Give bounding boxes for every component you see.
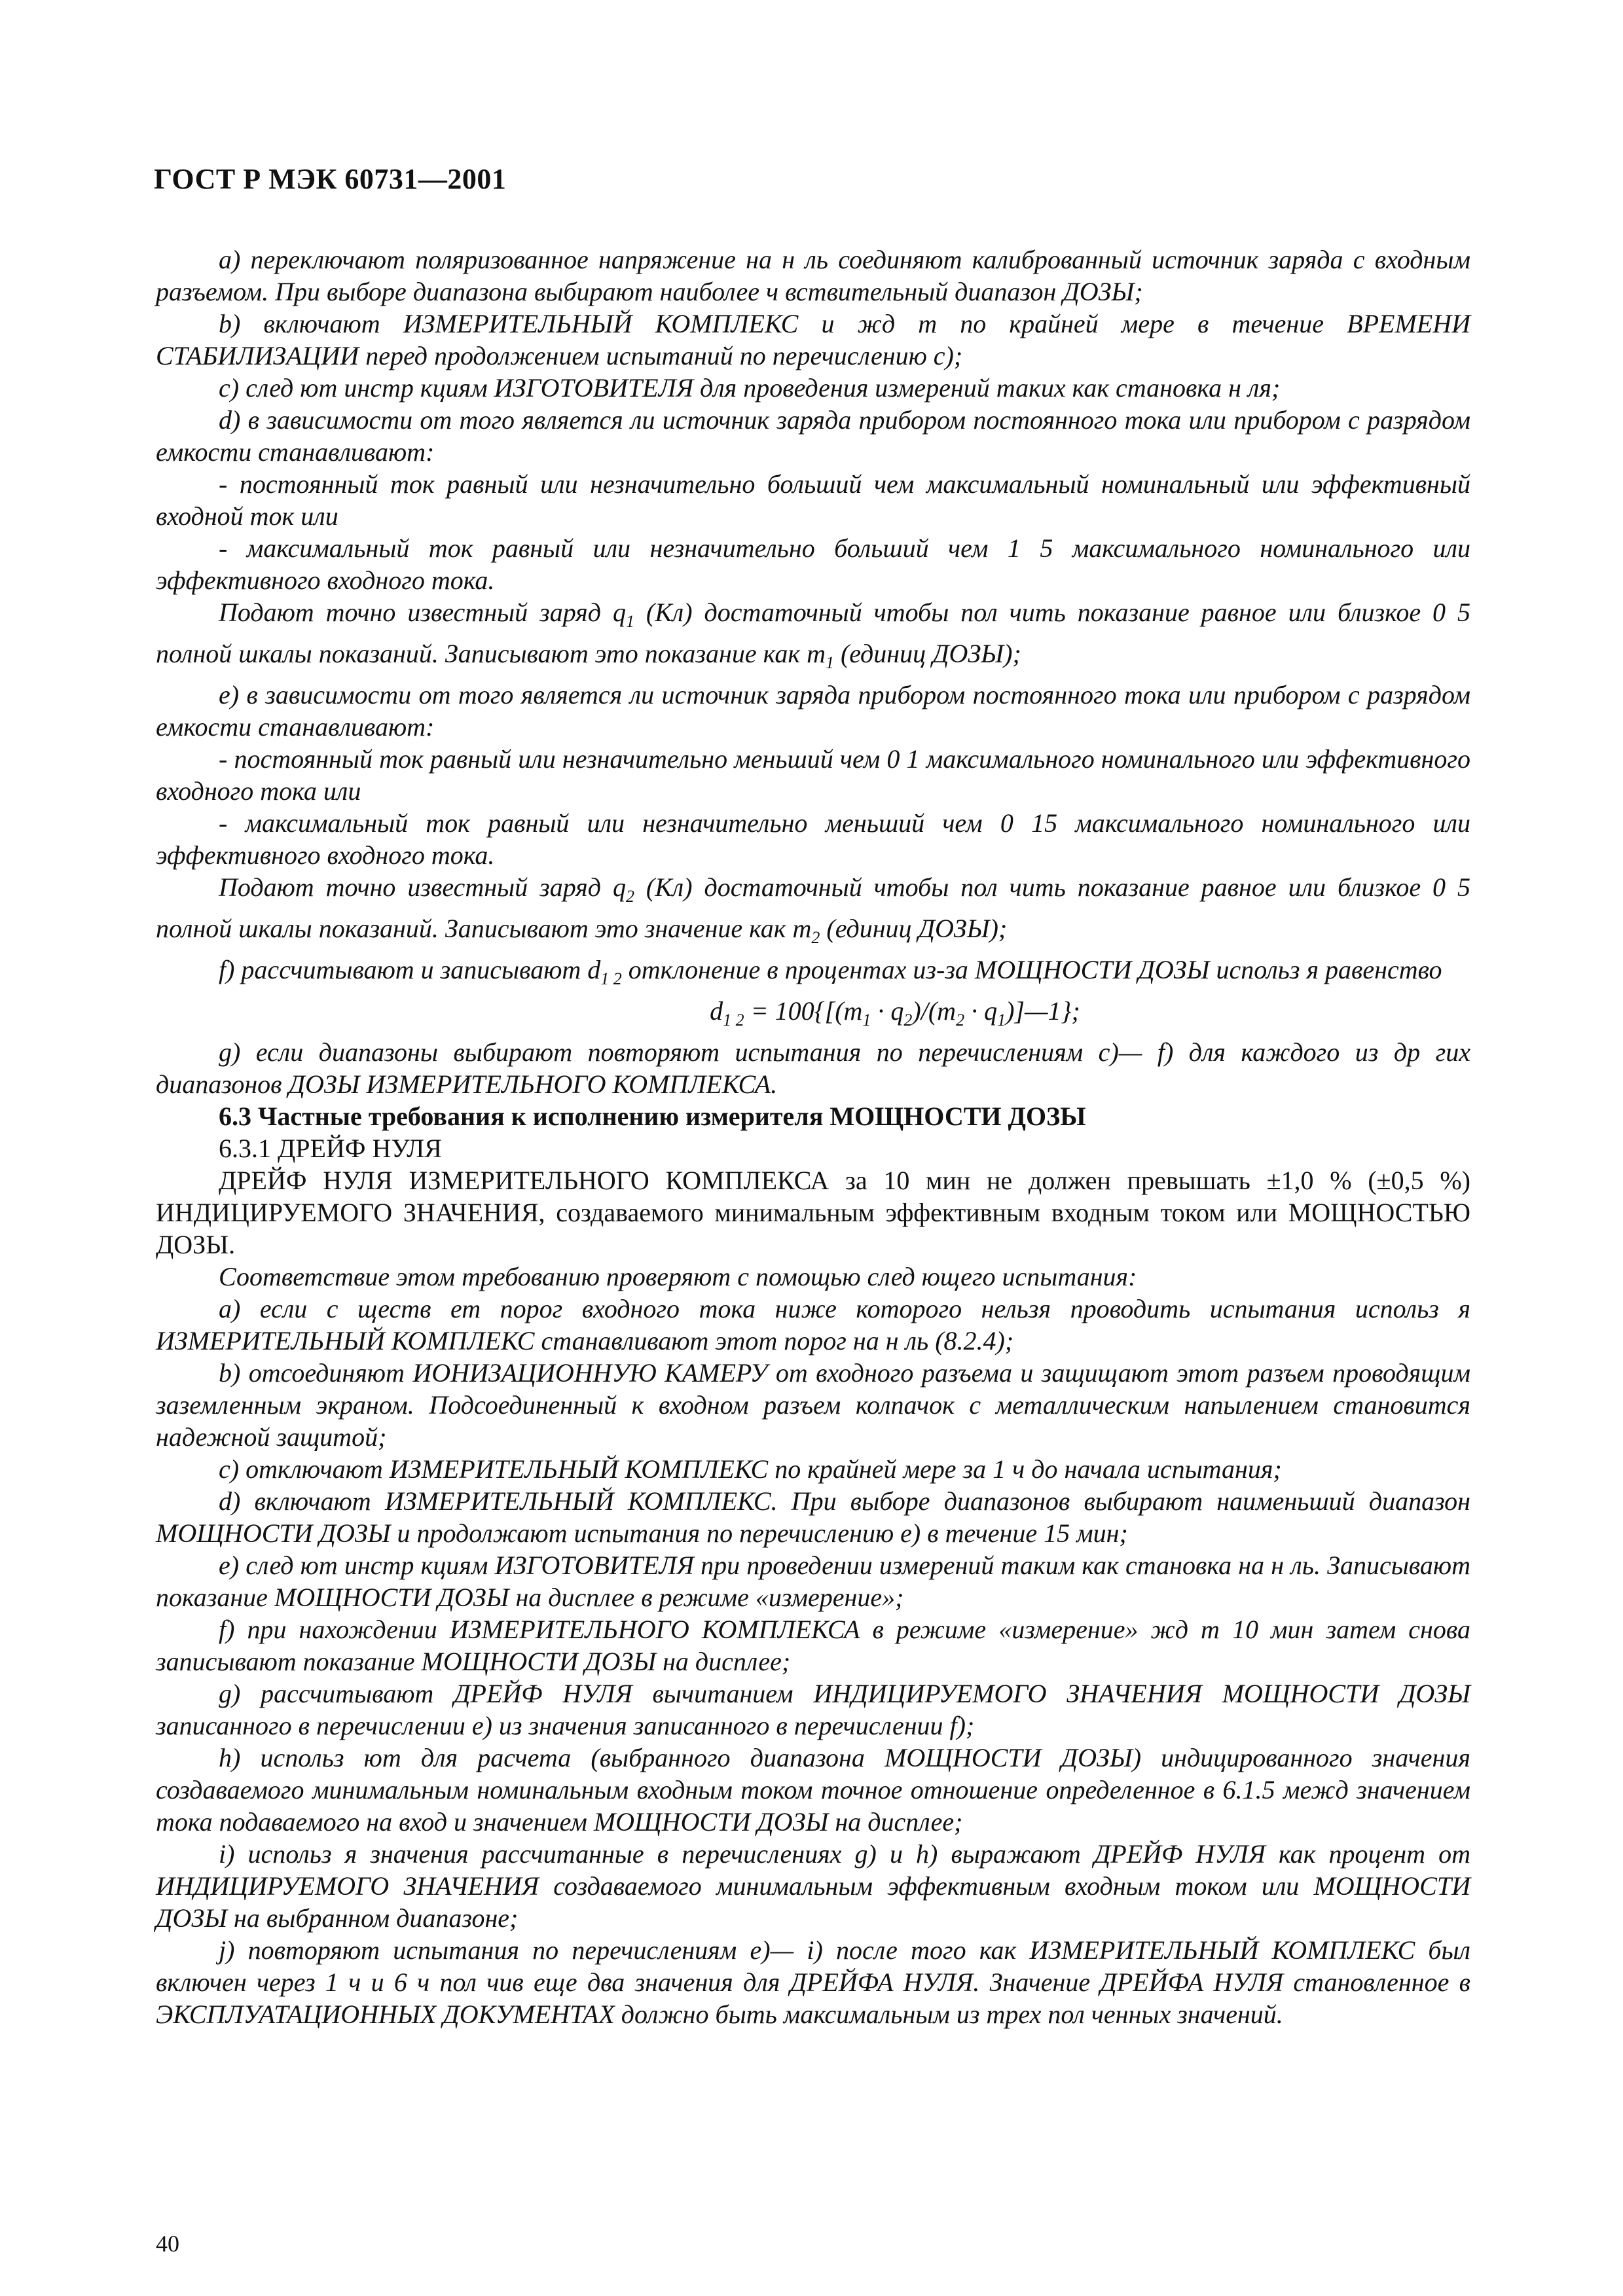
text-span: )/(m [912,996,957,1026]
paragraph: b) включают ИЗМЕРИТЕЛЬНЫЙ КОМПЛЕКС и жд т по крайней мере в течение ВРЕМЕНИ СТАБИЛИЗАЦИИ перед продолжением испытаний по перечислению с); [156,309,1470,370]
subscript: 2 [811,928,820,947]
paragraph [156,954,1470,995]
paragraph: - постоянный ток равный или незначительно больший чем максимальный номинальный или эффективный входной ток или [156,469,1470,531]
paragraph: h) использ ют для расчета (выбранного диапазона МОЩНОСТИ ДОЗЫ) индицированного значения создаваемого минимальным номинальным входным током точное отношение определенное в 6.1.5 межд значением тока подаваемого на вход и значением МОЩНОСТИ ДОЗЫ на дисплее; [156,1743,1470,1837]
paragraph: g) рассчитывают ДРЕЙФ НУЛЯ вычитанием ИНДИЦИРУЕМОГО ЗНАЧЕНИЯ МОЩНОСТИ ДОЗЫ записанного в перечислении е) из значения записанного в перечислении f); [156,1679,1470,1740]
paragraph: d) включают ИЗМЕРИТЕЛЬНЫЙ КОМПЛЕКС. При выборе диапазонов выбирают наименьший диапазон МОЩНОСТИ ДОЗЫ и продолжают испытания по перечислению е) в течение 15 мин; [156,1486,1470,1548]
paragraph: g) если диапазоны выбирают повторяют испытания по перечислениям с)— f) для каждого из др гих диапазонов ДОЗЫ ИЗМЕРИТЕЛЬНОГО КОМПЛЕКСА. [156,1037,1470,1099]
text-span: (Кл) достаточный чтобы пол чить показание равное или близкое 0 5 полной шкалы показаний. Записывают это показание как m [156,598,1470,668]
subscript: 2 [956,1011,965,1030]
paragraph: - максимальный ток равный или незначительно меньший чем 0 15 максимального номинального или эффективного входного тока. [156,808,1470,870]
page-number: 40 [156,2231,179,2257]
document-code-header: ГОСТ Р МЭК 60731—2001 [154,163,507,195]
text-span: Подают точно известный заряд q [219,872,626,902]
subscript: 1 [625,612,634,631]
subscript: 1 [997,1011,1006,1030]
subsection-heading: 6.3.1 ДРЕЙФ НУЛЯ [219,1134,442,1163]
paragraph [156,871,1470,954]
paragraph: Соответствие этом требованию проверяют с помощью след ющего испытания: [219,1262,1137,1291]
paragraph: a) переключают поляризованное напряжение на н ль соединяют калиброванный источник заряда с входным разъемом. При выборе диапазона выбирают наиболее ч вствительный диапазон ДОЗЫ; [156,245,1470,306]
subscript: 1 [862,1011,871,1030]
paragraph: i) использ я значения рассчитанные в перечислениях g) и h) выражают ДРЕЙФ НУЛЯ как процент от ИНДИЦИРУЕМОГО ЗНАЧЕНИЯ создаваемого минимальным эффективным входным током или МОЩНОСТИ ДОЗЫ на выбранном диапазоне; [156,1839,1470,1933]
subscript: 2 [625,887,634,906]
text-span: f) рассчитывают и записывают d [219,955,601,984]
document-body [156,243,1470,2030]
text-span: (Кл) достаточный чтобы пол чить показание равное или близкое 0 5 полной шкалы показаний. Записывают это значение как m [156,872,1470,943]
text-span: = 100{[(m [744,996,863,1026]
text-span: · q [871,996,904,1026]
paragraph: f) при нахождении ИЗМЕРИТЕЛЬНОГО КОМПЛЕКСА в режиме «измерение» жд т 10 мин затем снова записывают показание МОЩНОСТИ ДОЗЫ на дисплее; [156,1615,1470,1676]
paragraph: j) повторяют испытания по перечислениям е)— i) после того как ИЗМЕРИТЕЛЬНЫЙ КОМПЛЕКС был включен через 1 ч и 6 ч пол чив еще два значения для ДРЕЙФА НУЛЯ. Значение ДРЕЙФА НУЛЯ становленное в ЭКСПЛУАТАЦИОННЫХ ДОКУМЕНТАХ должно быть максимальным из трех пол ченных значений. [156,1935,1470,2029]
subscript: 2 [903,1011,913,1030]
text-span: )]—1}; [1006,996,1080,1026]
paragraph: ДРЕЙФ НУЛЯ ИЗМЕРИТЕЛЬНОГО КОМПЛЕКСА за 10 мин не должен превышать ±1,0 % (±0,5 %) ИНДИЦИРУЕМОГО ЗНАЧЕНИЯ, создаваемого минимальным эффективным входным током или МОЩНОСТЬЮ ДОЗЫ. [156,1166,1470,1259]
paragraph: b) отсоединяют ИОНИЗАЦИОННУЮ КАМЕРУ от входного разъема и защищают этот разъем проводящим заземленным экраном. Подсоединенный к входном разъем колпачок с металлическим напылением становится надежной защитой; [156,1358,1470,1452]
subscript: 1 2 [723,1011,744,1030]
paragraph: с) след ют инстр кциям ИЗГОТОВИТЕЛЯ для проведения измерений таких как становка н ля; [219,373,1281,403]
text-span: (единиц ДОЗЫ); [833,639,1021,668]
paragraph: а) если с ществ ет порог входного тока ниже которого нельзя проводить испытания использ я ИЗМЕРИТЕЛЬНЫЙ КОМПЛЕКС станавливают этот порог на н ль (8.2.4); [156,1294,1470,1355]
section-heading: 6.3 Частные требования к исполнению измерителя МОЩНОСТИ ДОЗЫ [219,1102,1086,1131]
formula [156,995,1470,1036]
subscript: 1 [825,653,834,672]
text-span: Подают точно известный заряд q [219,598,626,627]
paragraph: - максимальный ток равный или незначительно больший чем 1 5 максимального номинального или эффективного входного тока. [156,533,1470,595]
paragraph: - постоянный ток равный или незначительно меньший чем 0 1 максимального номинального или эффективного входного тока или [156,744,1470,806]
paragraph: е) след ют инстр кциям ИЗГОТОВИТЕЛЯ при проведении измерений таким как становка на н ль. Записывают показание МОЩНОСТИ ДОЗЫ на дисплее в режиме «измерение»; [156,1551,1470,1612]
text-span: · q [964,996,998,1026]
text-span: отклонение в процентах из-за МОЩНОСТИ ДОЗЫ использ я равенство [621,955,1442,984]
paragraph [156,596,1470,679]
paragraph: е) в зависимости от того является ли источник заряда прибором постоянного тока или прибором с разрядом емкости станавливают: [156,680,1470,742]
text-span: (единиц ДОЗЫ); [820,914,1008,943]
text-span: d [710,996,723,1026]
subscript: 1 2 [600,969,622,988]
paragraph: d) в зависимости от того является ли источник заряда прибором постоянного тока или прибором с разрядом емкости станавливают: [156,405,1470,467]
paragraph: с) отключают ИЗМЕРИТЕЛЬНЫЙ КОМПЛЕКС по крайней мере за 1 ч до начала испытания; [219,1454,1282,1484]
